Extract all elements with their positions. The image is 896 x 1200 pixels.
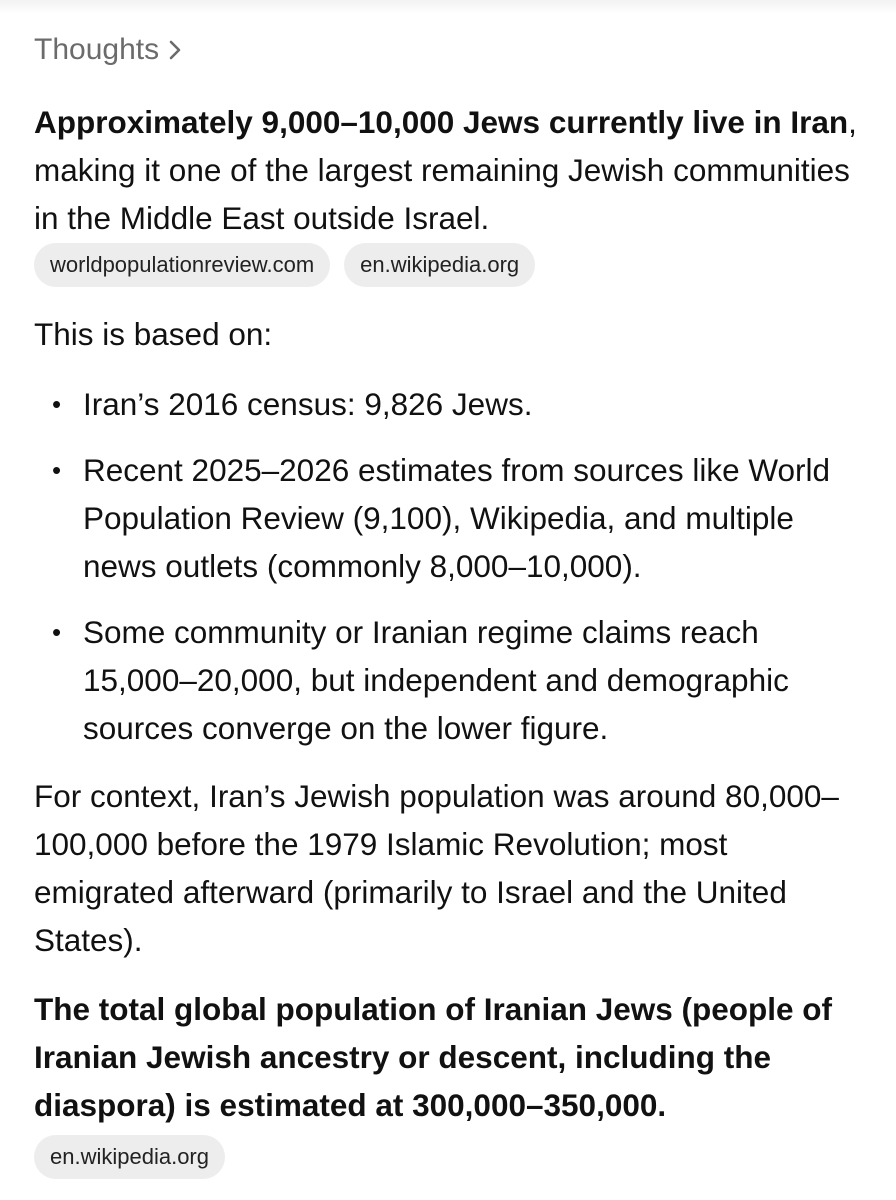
- list-item: [34, 446, 864, 590]
- bullet-icon: •: [52, 617, 62, 647]
- chevron-right-icon: [165, 36, 185, 64]
- intro-bold: Approximately 9,000–10,000 Jews currently live in Iran: [34, 104, 849, 140]
- bullet-list: [34, 380, 864, 770]
- source-chip-wikipedia[interactable]: en.wikipedia.org: [344, 243, 535, 287]
- bullet-icon: •: [52, 389, 62, 419]
- global-paragraph: [34, 985, 864, 1129]
- intro-rest: , making it one of the largest remaining Jewish communities in the Middle East outside Israel.: [34, 104, 857, 236]
- intro-paragraph: [34, 98, 864, 242]
- source-chips-2: [34, 1135, 225, 1179]
- global-bold: The total global population of Iranian Jews (people of Iranian Jewish ancestry or descent, including the diaspora) is estimated at 300,000–350,000.: [34, 991, 833, 1123]
- list-item-text: Recent 2025–2026 estimates from sources like World Population Review (9,100), Wikipedia, and multiple news outlets (commonly 8,000–10,000).: [83, 452, 831, 584]
- thoughts-toggle[interactable]: [34, 28, 185, 72]
- top-fade: [0, 0, 896, 14]
- source-chip-wikipedia-2[interactable]: en.wikipedia.org: [34, 1135, 225, 1179]
- list-item: [34, 608, 864, 752]
- bullet-icon: •: [52, 455, 62, 485]
- source-chip-worldpopulationreview[interactable]: worldpopulationreview.com: [34, 243, 330, 287]
- source-chips-1: [34, 243, 535, 287]
- list-item: [34, 380, 864, 428]
- context-paragraph: For context, Iran’s Jewish population was around 80,000–100,000 before the 1979 Islamic Revolution; most emigrated afterward (primarily to Israel and the United States).: [34, 778, 839, 958]
- based-on-text: This is based on:: [34, 316, 273, 352]
- thoughts-label: Thoughts: [34, 33, 160, 66]
- list-item-text: Some community or Iranian regime claims reach 15,000–20,000, but independent and demographic sources converge on the lower figure.: [83, 614, 789, 746]
- list-item-text: Iran’s 2016 census: 9,826 Jews.: [83, 386, 533, 422]
